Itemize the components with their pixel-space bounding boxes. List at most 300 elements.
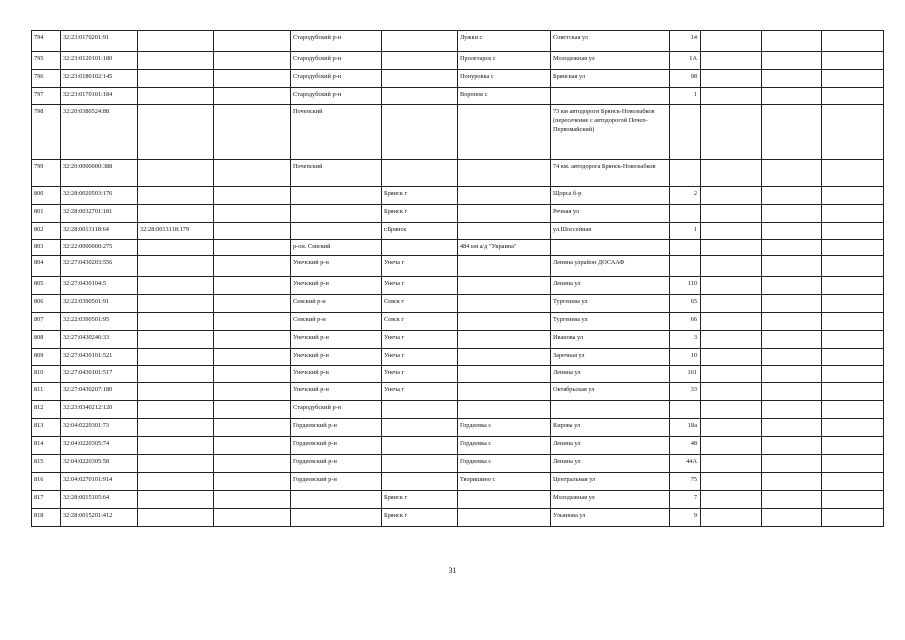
district-cell: Унечский р-н bbox=[291, 349, 382, 366]
house-number-cell: 2 bbox=[670, 187, 701, 205]
house-number-cell: 44А bbox=[670, 455, 701, 473]
street-cell: Ленина ул bbox=[551, 437, 670, 455]
settlement-cell bbox=[458, 256, 551, 277]
house-number-cell: 7 bbox=[670, 491, 701, 509]
page-number: 31 bbox=[448, 566, 457, 575]
street-cell: Тургенева ул bbox=[551, 313, 670, 331]
district-cell bbox=[291, 187, 382, 205]
settlement-cell bbox=[458, 223, 551, 240]
empty-cell bbox=[214, 455, 291, 473]
empty-cell bbox=[214, 88, 291, 105]
empty-cell bbox=[701, 455, 762, 473]
house-number-cell bbox=[670, 205, 701, 223]
table-row bbox=[32, 70, 884, 88]
empty-cell bbox=[762, 383, 822, 401]
table-row bbox=[32, 187, 884, 205]
empty-cell bbox=[701, 349, 762, 366]
settlement-cell bbox=[458, 105, 551, 160]
table-row bbox=[32, 295, 884, 313]
cadastral-number-cell: 32:20:0000000:388 bbox=[61, 160, 138, 187]
row-number-cell: 812 bbox=[32, 401, 61, 419]
empty-cell bbox=[762, 160, 822, 187]
row-number-cell: 814 bbox=[32, 437, 61, 455]
street-cell: Молодежная ул bbox=[551, 491, 670, 509]
street-cell: Ленина ул bbox=[551, 277, 670, 295]
empty-cell bbox=[822, 223, 884, 240]
settlement-cell: 484 км а/д "Украина" bbox=[458, 240, 551, 256]
empty-cell bbox=[701, 223, 762, 240]
table-row bbox=[32, 419, 884, 437]
street-cell: Иванова ул bbox=[551, 331, 670, 349]
table-row bbox=[32, 88, 884, 105]
empty-cell bbox=[214, 473, 291, 491]
empty-cell bbox=[822, 455, 884, 473]
row-number-cell: 803 bbox=[32, 240, 61, 256]
second-cadastral-number-cell bbox=[138, 256, 214, 277]
second-cadastral-number-cell bbox=[138, 277, 214, 295]
cadastral-number-cell: 32:28:0015201:412 bbox=[61, 509, 138, 527]
city-cell bbox=[382, 70, 458, 88]
empty-cell bbox=[701, 52, 762, 70]
table-row bbox=[32, 223, 884, 240]
settlement-cell: Пролетарск с bbox=[458, 52, 551, 70]
second-cadastral-number-cell bbox=[138, 366, 214, 383]
cadastral-number-cell: 32:23:0340212:120 bbox=[61, 401, 138, 419]
empty-cell bbox=[762, 349, 822, 366]
settlement-cell: Гордеевка с bbox=[458, 437, 551, 455]
empty-cell bbox=[701, 366, 762, 383]
row-number-cell: 816 bbox=[32, 473, 61, 491]
empty-cell bbox=[214, 437, 291, 455]
second-cadastral-number-cell bbox=[138, 437, 214, 455]
second-cadastral-number-cell bbox=[138, 88, 214, 105]
street-cell: 74 км. автодорога Брянск-Новозыбков bbox=[551, 160, 670, 187]
house-number-cell: 75 bbox=[670, 473, 701, 491]
table-row bbox=[32, 240, 884, 256]
street-cell: Речная ул bbox=[551, 205, 670, 223]
settlement-cell bbox=[458, 401, 551, 419]
row-number-cell: 804 bbox=[32, 256, 61, 277]
city-cell bbox=[382, 419, 458, 437]
second-cadastral-number-cell bbox=[138, 205, 214, 223]
settlement-cell bbox=[458, 491, 551, 509]
district-cell: Стародубский р-н bbox=[291, 52, 382, 70]
city-cell bbox=[382, 437, 458, 455]
row-number-cell: 806 bbox=[32, 295, 61, 313]
street-cell: Кирова ул bbox=[551, 419, 670, 437]
city-cell bbox=[382, 455, 458, 473]
empty-cell bbox=[214, 31, 291, 52]
empty-cell bbox=[762, 401, 822, 419]
cadastral-number-cell: 32:04:0220301:73 bbox=[61, 419, 138, 437]
empty-cell bbox=[214, 313, 291, 331]
district-cell: р-он. Севский bbox=[291, 240, 382, 256]
empty-cell bbox=[701, 401, 762, 419]
second-cadastral-number-cell bbox=[138, 160, 214, 187]
cadastral-number-cell: 32:27:0430246:33 bbox=[61, 331, 138, 349]
empty-cell bbox=[762, 70, 822, 88]
street-cell bbox=[551, 401, 670, 419]
empty-cell bbox=[762, 52, 822, 70]
street-cell: 73 км автодороги Брянск-Новозыбков (пересечение с автодорогой Почеп-Первомайский) bbox=[551, 105, 670, 160]
empty-cell bbox=[762, 256, 822, 277]
settlement-cell: Гордеевка с bbox=[458, 455, 551, 473]
empty-cell bbox=[822, 105, 884, 160]
street-cell: Ленина ул bbox=[551, 455, 670, 473]
row-number-cell: 817 bbox=[32, 491, 61, 509]
second-cadastral-number-cell bbox=[138, 295, 214, 313]
empty-cell bbox=[822, 491, 884, 509]
house-number-cell: 110 bbox=[670, 277, 701, 295]
cadastral-number-cell: 32:23:0120101:180 bbox=[61, 52, 138, 70]
empty-cell bbox=[214, 383, 291, 401]
empty-cell bbox=[701, 240, 762, 256]
cadastral-number-cell: 32:04:0220305:58 bbox=[61, 455, 138, 473]
district-cell bbox=[291, 491, 382, 509]
empty-cell bbox=[701, 70, 762, 88]
house-number-cell: 98 bbox=[670, 70, 701, 88]
house-number-cell: 33 bbox=[670, 383, 701, 401]
second-cadastral-number-cell: 32:28:0013118:179 bbox=[138, 223, 214, 240]
empty-cell bbox=[762, 455, 822, 473]
city-cell bbox=[382, 160, 458, 187]
district-cell: Почепский bbox=[291, 105, 382, 160]
empty-cell bbox=[214, 240, 291, 256]
cadastral-number-cell: 32:23:0170201:91 bbox=[61, 31, 138, 52]
empty-cell bbox=[701, 473, 762, 491]
settlement-cell bbox=[458, 205, 551, 223]
empty-cell bbox=[214, 205, 291, 223]
house-number-cell: 3 bbox=[670, 331, 701, 349]
street-cell: Центральная ул bbox=[551, 473, 670, 491]
house-number-cell: 1А bbox=[670, 52, 701, 70]
empty-cell bbox=[214, 401, 291, 419]
empty-cell bbox=[214, 223, 291, 240]
second-cadastral-number-cell bbox=[138, 31, 214, 52]
row-number-cell: 797 bbox=[32, 88, 61, 105]
house-number-cell: 10 bbox=[670, 349, 701, 366]
settlement-cell: Понуровка с bbox=[458, 70, 551, 88]
district-cell bbox=[291, 509, 382, 527]
empty-cell bbox=[762, 240, 822, 256]
empty-cell bbox=[822, 437, 884, 455]
cadastral-number-cell: 32:23:0180102:145 bbox=[61, 70, 138, 88]
empty-cell bbox=[214, 295, 291, 313]
empty-cell bbox=[701, 105, 762, 160]
cadastral-number-cell: 32:04:0220305:74 bbox=[61, 437, 138, 455]
table-row bbox=[32, 349, 884, 366]
district-cell: Гордеевский р-н bbox=[291, 455, 382, 473]
empty-cell bbox=[822, 256, 884, 277]
empty-cell bbox=[701, 205, 762, 223]
empty-cell bbox=[762, 187, 822, 205]
row-number-cell: 809 bbox=[32, 349, 61, 366]
city-cell: Брянск г bbox=[382, 187, 458, 205]
settlement-cell bbox=[458, 187, 551, 205]
table-row bbox=[32, 437, 884, 455]
settlement-cell bbox=[458, 509, 551, 527]
district-cell: Стародубский р-н bbox=[291, 31, 382, 52]
street-cell bbox=[551, 88, 670, 105]
row-number-cell: 800 bbox=[32, 187, 61, 205]
second-cadastral-number-cell bbox=[138, 105, 214, 160]
city-cell bbox=[382, 473, 458, 491]
house-number-cell bbox=[670, 240, 701, 256]
district-cell bbox=[291, 205, 382, 223]
empty-cell bbox=[822, 160, 884, 187]
cadastral-number-cell: 32:20:0380524:88 bbox=[61, 105, 138, 160]
empty-cell bbox=[822, 331, 884, 349]
empty-cell bbox=[762, 31, 822, 52]
empty-cell bbox=[214, 277, 291, 295]
cadastral-number-cell: 32:22:0390501:95 bbox=[61, 313, 138, 331]
city-cell: Севск г bbox=[382, 295, 458, 313]
second-cadastral-number-cell bbox=[138, 473, 214, 491]
district-cell: Гордеевский р-н bbox=[291, 437, 382, 455]
empty-cell bbox=[822, 187, 884, 205]
second-cadastral-number-cell bbox=[138, 331, 214, 349]
empty-cell bbox=[762, 437, 822, 455]
empty-cell bbox=[762, 205, 822, 223]
empty-cell bbox=[214, 509, 291, 527]
house-number-cell: 1 bbox=[670, 88, 701, 105]
house-number-cell: 18а bbox=[670, 419, 701, 437]
district-cell: Унечский р-н bbox=[291, 277, 382, 295]
empty-cell bbox=[822, 383, 884, 401]
street-cell: Брянская ул bbox=[551, 70, 670, 88]
settlement-cell bbox=[458, 366, 551, 383]
street-cell bbox=[551, 240, 670, 256]
cadastral-number-cell: 32:27:0430101:517 bbox=[61, 366, 138, 383]
empty-cell bbox=[701, 31, 762, 52]
empty-cell bbox=[701, 491, 762, 509]
row-number-cell: 805 bbox=[32, 277, 61, 295]
table-row bbox=[32, 52, 884, 70]
table-row bbox=[32, 401, 884, 419]
second-cadastral-number-cell bbox=[138, 455, 214, 473]
cadastral-number-cell: 32:27:0430101:521 bbox=[61, 349, 138, 366]
empty-cell bbox=[762, 223, 822, 240]
cadastral-number-cell: 32:22:0000000:275 bbox=[61, 240, 138, 256]
city-cell: Унеча г bbox=[382, 277, 458, 295]
empty-cell bbox=[214, 105, 291, 160]
street-cell: Ульянова ул bbox=[551, 509, 670, 527]
empty-cell bbox=[762, 331, 822, 349]
table-row bbox=[32, 509, 884, 527]
row-number-cell: 818 bbox=[32, 509, 61, 527]
district-cell: Унечский р-н bbox=[291, 366, 382, 383]
empty-cell bbox=[822, 509, 884, 527]
table-row bbox=[32, 160, 884, 187]
empty-cell bbox=[701, 277, 762, 295]
street-cell: ул.Шоссейная bbox=[551, 223, 670, 240]
table-row bbox=[32, 31, 884, 52]
second-cadastral-number-cell bbox=[138, 187, 214, 205]
settlement-cell bbox=[458, 383, 551, 401]
row-number-cell: 795 bbox=[32, 52, 61, 70]
empty-cell bbox=[762, 295, 822, 313]
empty-cell bbox=[822, 401, 884, 419]
house-number-cell: 9 bbox=[670, 509, 701, 527]
empty-cell bbox=[214, 349, 291, 366]
street-cell: Заречная ул bbox=[551, 349, 670, 366]
empty-cell bbox=[822, 419, 884, 437]
empty-cell bbox=[762, 509, 822, 527]
row-number-cell: 810 bbox=[32, 366, 61, 383]
empty-cell bbox=[214, 366, 291, 383]
district-cell: Севский р-н bbox=[291, 295, 382, 313]
empty-cell bbox=[762, 419, 822, 437]
settlement-cell bbox=[458, 349, 551, 366]
row-number-cell: 807 bbox=[32, 313, 61, 331]
cadastral-number-cell: 32:28:0015105:64 bbox=[61, 491, 138, 509]
house-number-cell: 66 bbox=[670, 313, 701, 331]
empty-cell bbox=[762, 313, 822, 331]
empty-cell bbox=[701, 419, 762, 437]
street-cell: Ленина улрайон ДОСААФ bbox=[551, 256, 670, 277]
empty-cell bbox=[701, 313, 762, 331]
district-cell: Гордеевский р-н bbox=[291, 419, 382, 437]
house-number-cell bbox=[670, 105, 701, 160]
cadastral-number-cell: 32:27:0430207:180 bbox=[61, 383, 138, 401]
cadastral-number-cell: 32:28:0020503:176 bbox=[61, 187, 138, 205]
settlement-cell bbox=[458, 160, 551, 187]
settlement-cell bbox=[458, 277, 551, 295]
cadastral-number-cell: 32:27:0430203:556 bbox=[61, 256, 138, 277]
city-cell bbox=[382, 240, 458, 256]
settlement-cell: Воронок с bbox=[458, 88, 551, 105]
district-cell: Унечский р-н bbox=[291, 331, 382, 349]
row-number-cell: 801 bbox=[32, 205, 61, 223]
row-number-cell: 802 bbox=[32, 223, 61, 240]
district-cell: Севский р-н bbox=[291, 313, 382, 331]
city-cell bbox=[382, 52, 458, 70]
empty-cell bbox=[762, 105, 822, 160]
empty-cell bbox=[822, 240, 884, 256]
table-row bbox=[32, 491, 884, 509]
table-row bbox=[32, 313, 884, 331]
empty-cell bbox=[822, 70, 884, 88]
city-cell: Унеча г bbox=[382, 331, 458, 349]
second-cadastral-number-cell bbox=[138, 401, 214, 419]
city-cell: Унеча г bbox=[382, 383, 458, 401]
second-cadastral-number-cell bbox=[138, 419, 214, 437]
house-number-cell: 1 bbox=[670, 223, 701, 240]
cadastral-number-cell: 32:04:0270101:914 bbox=[61, 473, 138, 491]
row-number-cell: 796 bbox=[32, 70, 61, 88]
empty-cell bbox=[214, 256, 291, 277]
table-row bbox=[32, 473, 884, 491]
district-cell: Унечский р-н bbox=[291, 383, 382, 401]
empty-cell bbox=[701, 509, 762, 527]
street-cell: Советская ул bbox=[551, 31, 670, 52]
settlement-cell bbox=[458, 331, 551, 349]
table-row bbox=[32, 366, 884, 383]
street-cell: Молодежная ул bbox=[551, 52, 670, 70]
city-cell: Брянск г bbox=[382, 509, 458, 527]
empty-cell bbox=[701, 437, 762, 455]
house-number-cell bbox=[670, 256, 701, 277]
house-number-cell: 65 bbox=[670, 295, 701, 313]
empty-cell bbox=[214, 331, 291, 349]
second-cadastral-number-cell bbox=[138, 491, 214, 509]
empty-cell bbox=[822, 349, 884, 366]
empty-cell bbox=[214, 160, 291, 187]
table-row bbox=[32, 331, 884, 349]
district-cell: Почепский bbox=[291, 160, 382, 187]
house-number-cell: 14 bbox=[670, 31, 701, 52]
second-cadastral-number-cell bbox=[138, 70, 214, 88]
district-cell: Стародубский р-н bbox=[291, 70, 382, 88]
settlement-cell bbox=[458, 313, 551, 331]
table-row bbox=[32, 455, 884, 473]
empty-cell bbox=[822, 31, 884, 52]
table-body bbox=[32, 31, 884, 527]
street-cell: Щорса б-р bbox=[551, 187, 670, 205]
empty-cell bbox=[214, 70, 291, 88]
row-number-cell: 794 bbox=[32, 31, 61, 52]
empty-cell bbox=[762, 473, 822, 491]
empty-cell bbox=[701, 256, 762, 277]
house-number-cell: 48 bbox=[670, 437, 701, 455]
table-row bbox=[32, 383, 884, 401]
empty-cell bbox=[822, 205, 884, 223]
empty-cell bbox=[701, 295, 762, 313]
city-cell bbox=[382, 105, 458, 160]
settlement-cell: Творишино с bbox=[458, 473, 551, 491]
street-cell: Тургенева ул bbox=[551, 295, 670, 313]
row-number-cell: 811 bbox=[32, 383, 61, 401]
settlement-cell: Лужки с bbox=[458, 31, 551, 52]
empty-cell bbox=[762, 491, 822, 509]
row-number-cell: 799 bbox=[32, 160, 61, 187]
second-cadastral-number-cell bbox=[138, 509, 214, 527]
city-cell: г.Брянск bbox=[382, 223, 458, 240]
settlement-cell: Гордеевка с bbox=[458, 419, 551, 437]
cadastral-number-cell: 32:22:0390501:91 bbox=[61, 295, 138, 313]
table-row bbox=[32, 277, 884, 295]
property-registry-table bbox=[31, 30, 884, 527]
house-number-cell bbox=[670, 160, 701, 187]
settlement-cell bbox=[458, 295, 551, 313]
street-cell: Октябрьская ул bbox=[551, 383, 670, 401]
empty-cell bbox=[214, 187, 291, 205]
city-cell bbox=[382, 401, 458, 419]
district-cell bbox=[291, 223, 382, 240]
house-number-cell bbox=[670, 401, 701, 419]
city-cell: Унеча г bbox=[382, 366, 458, 383]
city-cell: Севск г bbox=[382, 313, 458, 331]
empty-cell bbox=[762, 88, 822, 105]
second-cadastral-number-cell bbox=[138, 349, 214, 366]
row-number-cell: 808 bbox=[32, 331, 61, 349]
empty-cell bbox=[822, 277, 884, 295]
cadastral-number-cell: 32:27:0430104:5 bbox=[61, 277, 138, 295]
district-cell: Гордеевский р-н bbox=[291, 473, 382, 491]
second-cadastral-number-cell bbox=[138, 52, 214, 70]
empty-cell bbox=[822, 313, 884, 331]
empty-cell bbox=[762, 366, 822, 383]
empty-cell bbox=[822, 473, 884, 491]
row-number-cell: 813 bbox=[32, 419, 61, 437]
district-cell: Стародубский р-н bbox=[291, 401, 382, 419]
empty-cell bbox=[762, 277, 822, 295]
city-cell: Унеча г bbox=[382, 349, 458, 366]
empty-cell bbox=[214, 52, 291, 70]
empty-cell bbox=[822, 52, 884, 70]
second-cadastral-number-cell bbox=[138, 240, 214, 256]
second-cadastral-number-cell bbox=[138, 313, 214, 331]
